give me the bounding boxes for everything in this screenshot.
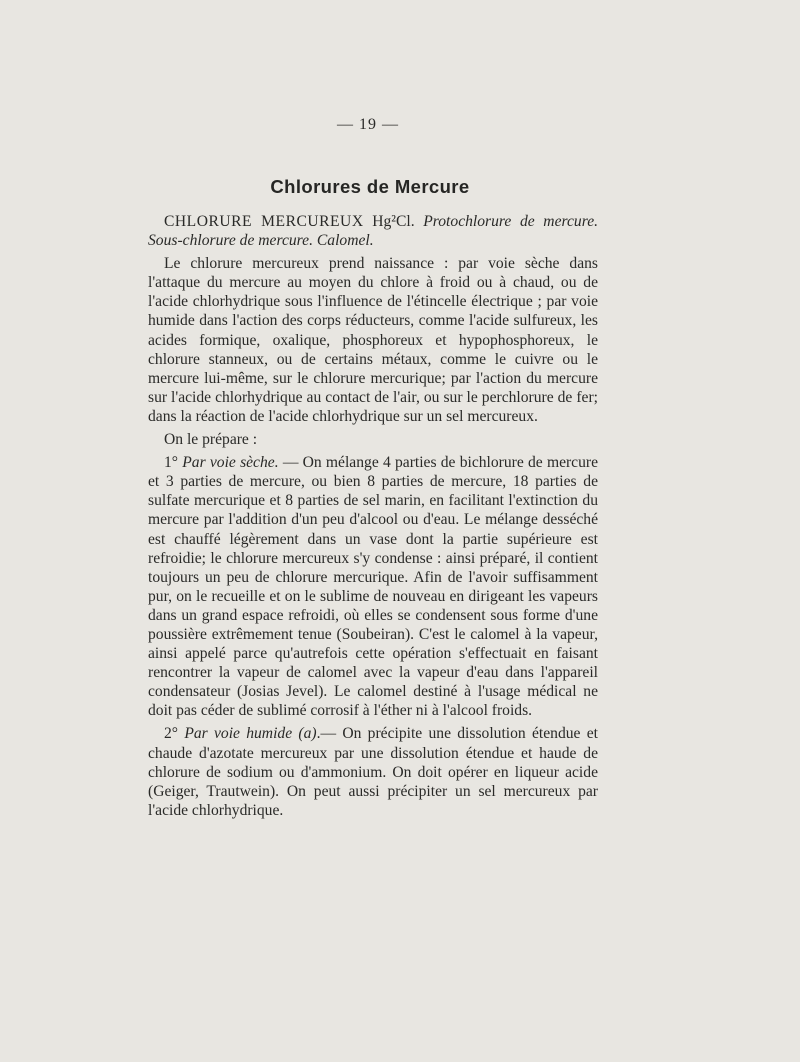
compound-synonyms: Protochlorure de mercure. Sous-chlorure de mercure. Calomel.: [148, 213, 599, 250]
compound-formula: Hg²Cl.: [363, 213, 424, 230]
paragraph-formation: Le chlorure mercureux prend naissance : par voie sèche dans l'attaque du mercure au moyen du chlore à froid ou à chaud, ou de l'acide chlorhydrique sous l'influence de l'étincelle électrique ; par voie humide dans l'action des corps réducteurs, comme l'acide sulfureux, les acides formique, oxalique, phosphoreux et hypophosphoreux, le chlorure stanneux, ou de certains métaux, comme le cuivre ou le mercure lui-même, sur le chlorure mercurique; par l'action du mercure sur l'acide chlorhydrique au contact de l'air, ou sur le perchlorure de fer; dans la réaction de l'acide chlorhydrique sur un sel mercureux.: [148, 255, 598, 425]
method-text: .— On précipite une dissolution étendue et chaude d'azotate mercureux par une dissolution étendue et haude de chlorure de sodium ou d'ammonium. On doit opérer en liqueur acide (Geiger, Trautwein). On peut aussi précipiter un sel mercureux par l'acide chlorhydrique.: [148, 725, 598, 819]
compound-name: CHLORURE MERCUREUX: [164, 213, 364, 230]
paragraph-calomel-definition: [148, 212, 598, 250]
paragraph-dry-method: [148, 453, 598, 720]
page-title: Chlorures de Mercure: [270, 176, 470, 197]
footnote-reference: (a): [292, 725, 317, 743]
list-marker: 2°: [164, 725, 185, 743]
list-marker: 1°: [164, 454, 183, 472]
paragraph-wet-method: [148, 724, 598, 819]
method-heading: Par voie sèche.: [182, 454, 279, 472]
paragraph-preparation-intro: On le prépare :: [164, 431, 258, 449]
method-text: — On mélange 4 parties de bichlorure de mercure et 3 parties de mercure, ou bien 8 parties de mercure, 18 parties de sulfate mercurique et 8 parties de sel marin, en facilitant l'extinction du mercure par l'addition d'un peu d'alcool ou d'eau. Le mélange desséché est chauffé légèrement dans un vase dont la partie supérieure est refroidie; le chlorure mercureux s'y condense : ainsi préparé, il contient toujours un peu de chlorure mercurique. Afin de l'avoir suffisamment pur, on le recueille et on le sublime de nouveau en dirigeant les vapeurs dans un grand espace refroidi, où elles se condensent sous forme d'une poussière extrêmement tenue (Soubeiran). C'est le calomel à la vapeur, ainsi appelé parce qu'autrefois cette opération s'effectuait en faisant rencontrer la vapeur de calomel avec la vapeur d'eau dans l'appareil condensateur (Josias Jevel). Le calomel destiné à l'usage médical ne doit pas céder de sublimé corrosif à l'éther ni à l'alcool froids.: [148, 454, 599, 720]
body-text: [148, 212, 598, 824]
method-heading: Par voie humide: [184, 725, 293, 743]
page-number: — 19 —: [337, 116, 399, 133]
